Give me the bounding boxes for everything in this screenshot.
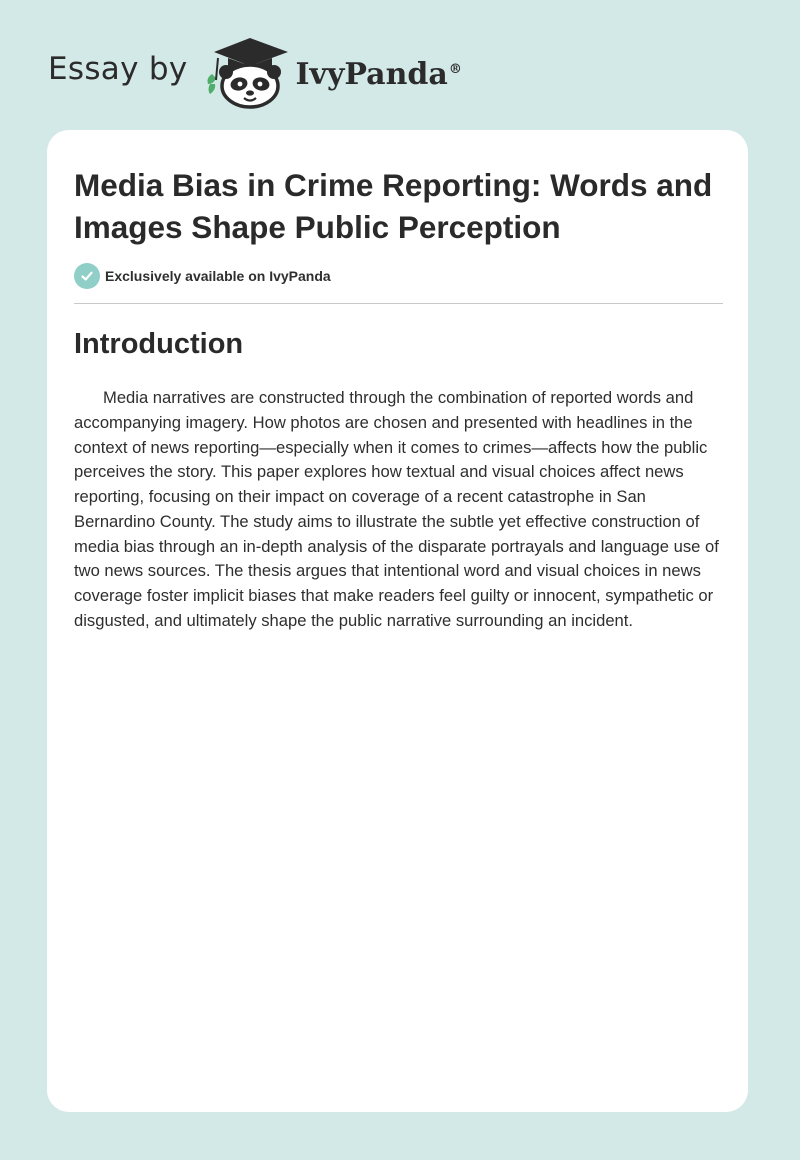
title-divider (74, 303, 723, 304)
essay-by-label: Essay by (48, 51, 188, 87)
introduction-paragraph: Media narratives are constructed through the combination of reported words and accompanying imagery. How photos are chosen and presented with headlines in the context of news reporting—especially when it comes to crimes—affects how the public perceives the story. This paper explores how textual and visual choices affect news reporting, focusing on their impact on coverage of a recent catastrophe in San Bernardino County. The study aims to illustrate the subtle yet effective construction of media bias through an in-depth analysis of the disparate portrayals and language use of two news sources. The thesis argues that intentional word and visual choices in news coverage foster implicit biases that make readers feel guilty or innocent, sympathetic or disgusted, and ultimately shape the public narrative surrounding an incident. (74, 388, 719, 630)
check-icon (74, 263, 100, 289)
registered-mark: ® (448, 61, 462, 77)
brand-header[interactable] (48, 34, 462, 110)
panda-graduate-icon (204, 34, 294, 110)
essay-card (47, 130, 748, 1112)
ivypanda-wordmark: IvyPanda® (295, 56, 462, 92)
section-heading-introduction: Introduction (74, 328, 244, 360)
exclusive-availability (74, 263, 331, 289)
exclusive-label: Exclusively available on IvyPanda (105, 268, 331, 284)
essay-title: Media Bias in Crime Reporting: Words and Images Shape Public Perception (74, 167, 713, 245)
